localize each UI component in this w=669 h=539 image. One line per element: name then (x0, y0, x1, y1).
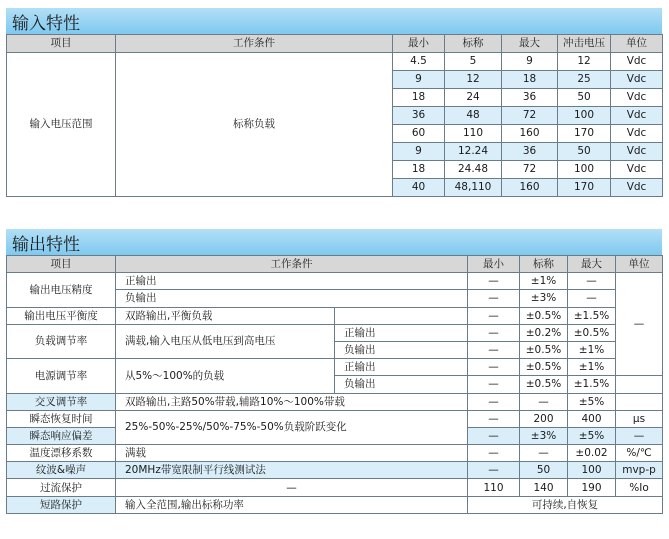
item-label: 纹波&噪声 (7, 462, 116, 479)
cell-unit: Vdc (611, 125, 663, 143)
cell-min: — (468, 359, 520, 376)
cell-unit: Vdc (611, 53, 663, 71)
cell-nominal: ±3% (520, 427, 568, 444)
cell-min: 9 (393, 143, 445, 161)
cell-surge: 100 (558, 107, 611, 125)
header-nominal: 标称 (520, 256, 568, 273)
input-section-banner (6, 8, 662, 34)
cell-min: 18 (393, 89, 445, 107)
condition: 从5%～100%的负载 (116, 359, 335, 393)
cell-max: — (568, 273, 616, 290)
cell-min: — (468, 324, 520, 341)
cell-min: — (468, 410, 520, 427)
cell-min: 110 (468, 479, 520, 496)
cell-max: 36 (502, 143, 558, 161)
cell-nominal: ±0.5% (520, 376, 568, 393)
input-characteristics-section (6, 8, 662, 208)
cell-nominal: ±0.2% (520, 324, 568, 341)
header-min: 最小 (393, 35, 445, 53)
condition-sub (335, 307, 468, 324)
cell-max: 100 (568, 462, 616, 479)
cell-unit: Vdc (611, 161, 663, 179)
cell-max: 18 (502, 71, 558, 89)
cell-min: 18 (393, 161, 445, 179)
cell-nominal: 12 (445, 71, 502, 89)
header-unit: 单位 (611, 35, 663, 53)
cell-nominal: ±1% (520, 273, 568, 290)
table-row (7, 496, 663, 513)
cell-nominal: — (520, 393, 568, 410)
cell-max: 36 (502, 89, 558, 107)
cell-max: 400 (568, 410, 616, 427)
item-label: 输出电压平衡度 (7, 307, 116, 324)
cell-min: — (468, 290, 520, 307)
cell-nominal: 50 (520, 462, 568, 479)
cell-surge: 25 (558, 71, 611, 89)
cell-surge: 100 (558, 161, 611, 179)
cell-min: — (468, 462, 520, 479)
cell-max: 72 (502, 107, 558, 125)
item-label: 交叉调节率 (7, 393, 116, 410)
header-nominal: 标称 (445, 35, 502, 53)
cell-nominal: 140 (520, 479, 568, 496)
cell-min: 60 (393, 125, 445, 143)
condition-sub: 正输出 (335, 324, 468, 341)
output-spec-table (6, 255, 663, 514)
cell-surge: 12 (558, 53, 611, 71)
cell-max: ±1% (568, 359, 616, 376)
header-min: 最小 (468, 256, 520, 273)
cell-unit: mvp-p (616, 462, 663, 479)
cell-max: ±1.5% (568, 376, 616, 393)
header-item: 项目 (7, 256, 116, 273)
cell-min: 40 (393, 179, 445, 197)
condition: 20MHz带宽限制平行线测试法 (116, 462, 468, 479)
condition: — (116, 479, 468, 496)
cell-unit: Vdc (611, 71, 663, 89)
cell-min: 36 (393, 107, 445, 125)
output-characteristics-section (6, 229, 662, 535)
condition: 正输出 (116, 273, 468, 290)
cell-max: 190 (568, 479, 616, 496)
table-row (7, 445, 663, 462)
cell-max: 9 (502, 53, 558, 71)
item-label: 短路保护 (7, 496, 116, 513)
cell-nominal: 5 (445, 53, 502, 71)
cell-max: ±5% (568, 427, 616, 444)
table-row (7, 479, 663, 496)
cell-max: ±1.5% (568, 307, 616, 324)
table-row (7, 462, 663, 479)
item-label: 瞬态响应偏差 (7, 427, 116, 444)
table-row (7, 410, 663, 427)
item-label: 过流保护 (7, 479, 116, 496)
input-condition: 标称负载 (116, 53, 393, 197)
cell-unit: — (616, 427, 663, 444)
cell-min: 9 (393, 71, 445, 89)
cell-nominal: 48,110 (445, 179, 502, 197)
condition: 双路输出,平衡负载 (116, 307, 335, 324)
input-header-row (7, 35, 663, 53)
table-row (7, 359, 663, 376)
cell-unit: %/℃ (616, 445, 663, 462)
condition: 双路输出,主路50%带载,辅路10%～100%带载 (116, 393, 468, 410)
header-condition: 工作条件 (116, 256, 468, 273)
output-section-banner (6, 229, 662, 255)
condition: 满载 (116, 445, 468, 462)
table-row (7, 324, 663, 341)
short-circuit-value: 可持续,自恢复 (468, 496, 663, 513)
cell-surge: 50 (558, 143, 611, 161)
cell-nominal: 110 (445, 125, 502, 143)
cell-unit: %Io (616, 479, 663, 496)
condition-sub: 正输出 (335, 359, 468, 376)
cell-min: — (468, 427, 520, 444)
cell-max: 160 (502, 125, 558, 143)
output-header-row (7, 256, 663, 273)
cell-surge: 170 (558, 179, 611, 197)
header-max: 最大 (568, 256, 616, 273)
cell-min: 4.5 (393, 53, 445, 71)
cell-max: ±0.02 (568, 445, 616, 462)
input-section-title: 输入特性 (12, 14, 80, 34)
condition-sub: 负输出 (335, 341, 468, 358)
cell-nominal: — (520, 445, 568, 462)
table-row (7, 53, 663, 71)
item-label: 负载调节率 (7, 324, 116, 358)
cell-unit: Vdc (611, 89, 663, 107)
cell-max: ±0.5% (568, 324, 616, 341)
item-label: 瞬态恢复时间 (7, 410, 116, 427)
condition: 满载,输入电压从低电压到高电压 (116, 324, 335, 358)
cell-surge: 170 (558, 125, 611, 143)
header-item: 项目 (7, 35, 116, 53)
cell-max: ±1% (568, 341, 616, 358)
header-condition: 工作条件 (116, 35, 393, 53)
item-label: 输出电压精度 (7, 273, 116, 307)
cell-min: — (468, 445, 520, 462)
cell-min: — (468, 341, 520, 358)
unit-merged: — (616, 273, 663, 376)
item-label: 温度漂移系数 (7, 445, 116, 462)
cell-max: 72 (502, 161, 558, 179)
condition: 负输出 (116, 290, 468, 307)
cell-min: — (468, 393, 520, 410)
cell-nominal: 200 (520, 410, 568, 427)
cell-unit: Vdc (611, 143, 663, 161)
output-section-title: 输出特性 (12, 235, 80, 255)
cell-max: — (568, 290, 616, 307)
cell-nominal: ±0.5% (520, 307, 568, 324)
cell-nominal: 24.48 (445, 161, 502, 179)
condition: 25%-50%-25%/50%-75%-50%负载阶跃变化 (116, 410, 468, 444)
header-max: 最大 (502, 35, 558, 53)
cell-min: — (468, 273, 520, 290)
cell-unit: μs (616, 410, 663, 427)
cell-nominal: ±3% (520, 290, 568, 307)
cell-nominal: ±0.5% (520, 341, 568, 358)
cell-nominal: 48 (445, 107, 502, 125)
cell-unit: Vdc (611, 179, 663, 197)
input-voltage-range-label: 输入电压范围 (7, 53, 116, 197)
table-row (7, 393, 663, 410)
cell-nominal: ±0.5% (520, 359, 568, 376)
table-row (7, 307, 663, 324)
condition-sub: 负输出 (335, 376, 468, 393)
table-row (7, 273, 663, 290)
cell-unit: Vdc (611, 107, 663, 125)
cell-max: ±5% (568, 393, 616, 410)
cell-nominal: 24 (445, 89, 502, 107)
header-surge-voltage: 冲击电压 (558, 35, 611, 53)
cell-surge: 50 (558, 89, 611, 107)
cell-min: — (468, 307, 520, 324)
condition: 输入全范围,输出标称功率 (116, 496, 468, 513)
cell-nominal: 12.24 (445, 143, 502, 161)
header-unit: 单位 (616, 256, 663, 273)
input-spec-table (6, 34, 663, 197)
cell-max: 160 (502, 179, 558, 197)
item-label: 电源调节率 (7, 359, 116, 393)
cell-min: — (468, 376, 520, 393)
cell-unit (616, 393, 663, 410)
